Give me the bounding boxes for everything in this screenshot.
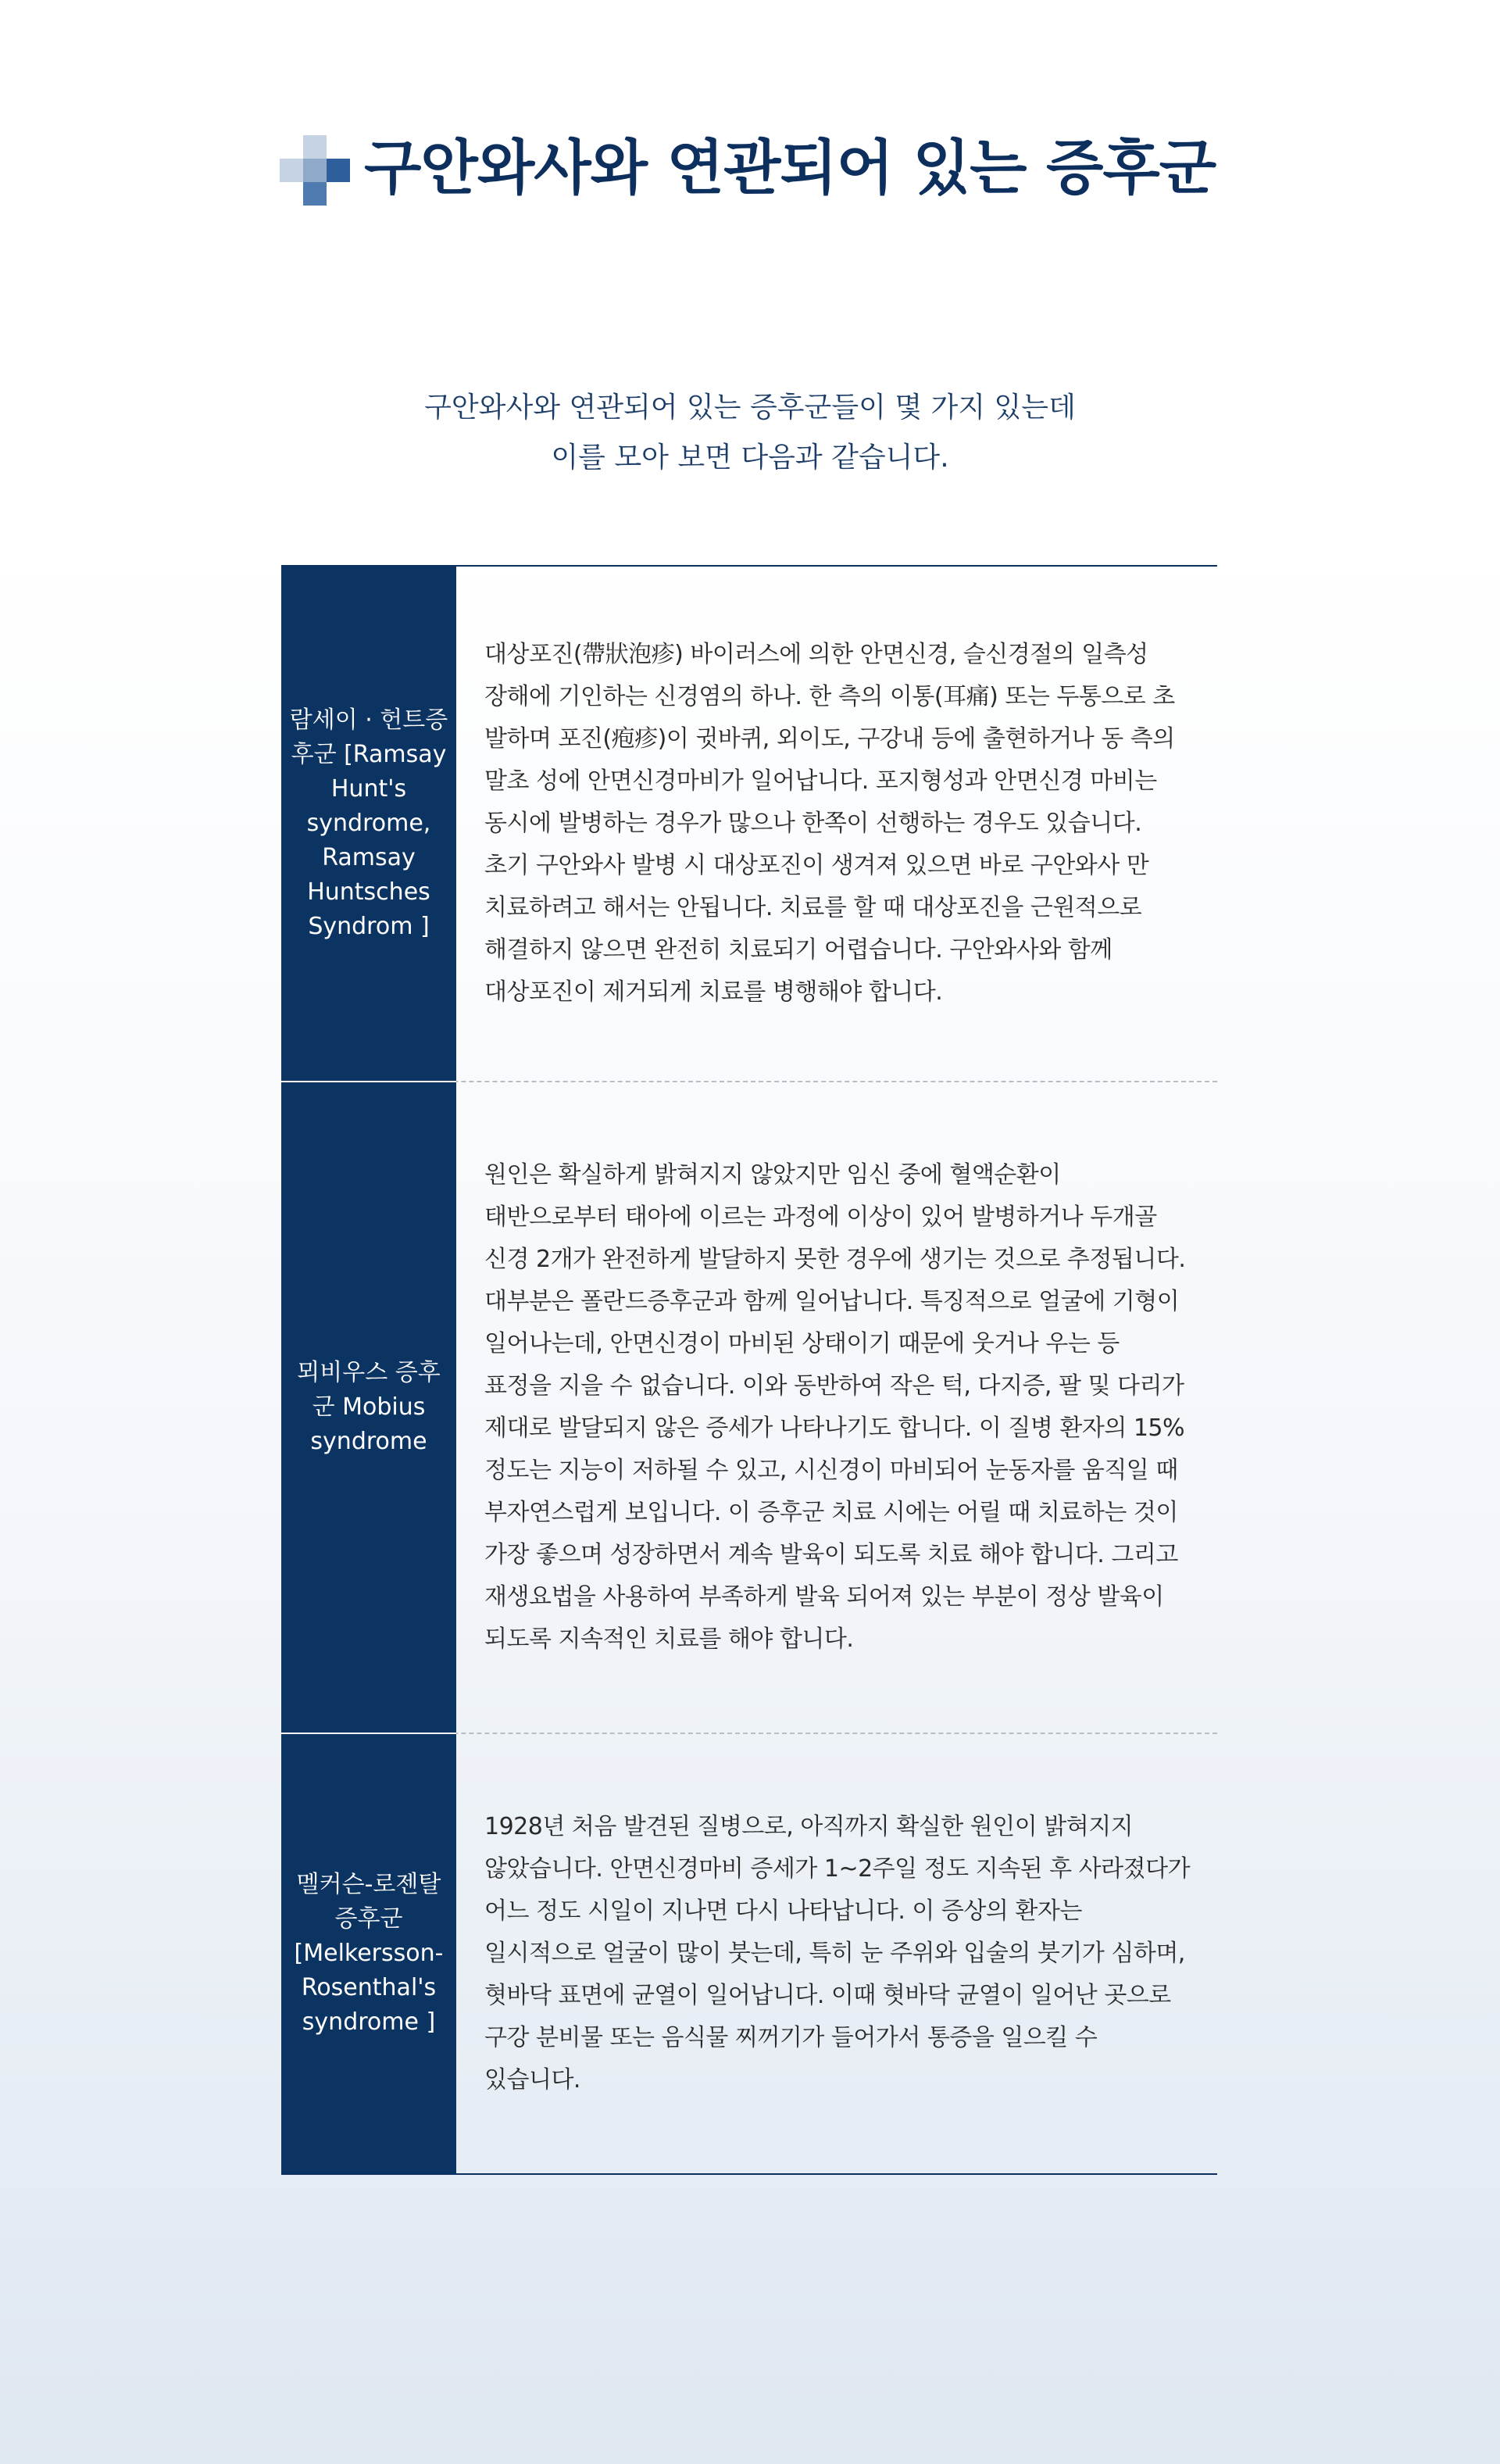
- intro-line-2: 이를 모아 보면 다음과 같습니다.: [551, 442, 949, 474]
- syndrome-row-ramsay-hunt: [281, 567, 1217, 1081]
- syndrome-name-cell: [281, 1081, 456, 1733]
- syndrome-description: 대상포진(帶狀泡疹) 바이러스에 의한 안면신경, 슬신경절의 일측성 장해에 기인하는 신경염의 하나. 한 측의 이통(耳痛) 또는 두통으로 초 발하며 포진(疱疹)이 귓바퀴, 외이도, 구강내 등에 출현하거나 동 측의 말초 성에 안면신경마비가 일어납니다. 포지형성과 안면신경 마비는 동시에 발병하는 경우가 많으나 한쪽이 선행하는 경우도 있습니다. 초기 구안와사 발병 시 대상포진이 생겨져 있으면 바로 구안와사 만 치료하려고 해서는 안됩니다. 치료를 할 때 대상포진을 근원적으로 해결하지 않으면 완전히 치료되기 어렵습니다. 구안와사와 함께 대상포진이 제거되게 치료를 병행해야 합니다.: [484, 641, 1175, 1006]
- syndrome-description-cell: [456, 1082, 1217, 1733]
- intro-text: [281, 383, 1219, 483]
- syndrome-description-cell: [456, 567, 1217, 1081]
- medical-cross-icon: [280, 135, 350, 206]
- syndrome-name: 람세이 · 헌트증후군 [Ramsay Hunt's syndrome, Ramsay Huntsches Syndrom ]: [289, 706, 448, 940]
- syndrome-row-mobius: [281, 1081, 1217, 1733]
- page-title: 구안와사와 연관되어 있는 증후군: [364, 133, 1216, 202]
- syndrome-description-cell: [456, 1734, 1217, 2173]
- syndrome-row-melkersson-rosenthal: [281, 1733, 1217, 2173]
- syndrome-description: 1928년 처음 발견된 질병으로, 아직까지 확실한 원인이 밝혀지지 않았습니다. 안면신경마비 증세가 1~2주일 정도 지속된 후 사라졌다가 어느 정도 시일이 지나면 다시 나타납니다. 이 증상의 환자는 일시적으로 얼굴이 많이 붓는데, 특히 눈 주위와 입술의 붓기가 심하며, 혓바닥 표면에 균열이 일어납니다. 이때 혓바닥 균열이 일어난 곳으로 구강 분비물 또는 음식물 찌꺼기가 들어가서 통증을 일으킬 수 있습니다.: [484, 1813, 1191, 2094]
- syndrome-table: [281, 565, 1217, 2175]
- intro-line-1: 구안와사와 연관되어 있는 증후군들이 몇 가지 있는데: [424, 392, 1076, 424]
- page-header: [280, 129, 1217, 207]
- syndrome-name: 멜커슨-로젠탈 증후군 [Melkersson-Rosenthal's syndrome ]: [294, 1871, 444, 2036]
- syndrome-name: 뫼비우스 증후군 Mobius syndrome: [297, 1359, 441, 1455]
- syndrome-name-cell: [281, 1733, 456, 2173]
- syndrome-name-cell: [281, 567, 456, 1081]
- syndrome-description: 원인은 확실하게 밝혀지지 않았지만 임신 중에 혈액순환이 태반으로부터 태아에 이르는 과정에 이상이 있어 발병하거나 두개골 신경 2개가 완전하게 발달하지 못한 경우에 생기는 것으로 추정됩니다. 대부분은 폴란드증후군과 함께 일어납니다. 특징적으로 얼굴에 기형이 일어나는데, 안면신경이 마비된 상태이기 때문에 웃거나 우는 등 표정을 지을 수 없습니다. 이와 동반하여 작은 턱, 다지증, 팔 및 다리가 제대로 발달되지 않은 증세가 나타나기도 합니다. 이 질병 환자의 15% 정도는 지능이 저하될 수 있고, 시신경이 마비되어 눈동자를 움직일 때 부자연스럽게 보입니다. 이 증후군 치료 시에는 어릴 때 치료하는 것이 가장 좋으며 성장하면서 계속 발육이 되도록 치료 해야 합니다. 그리고 재생요법을 사용하여 부족하게 발육 되어져 있는 부분이 정상 발육이 되도록 지속적인 치료를 해야 합니다.: [484, 1161, 1186, 1653]
